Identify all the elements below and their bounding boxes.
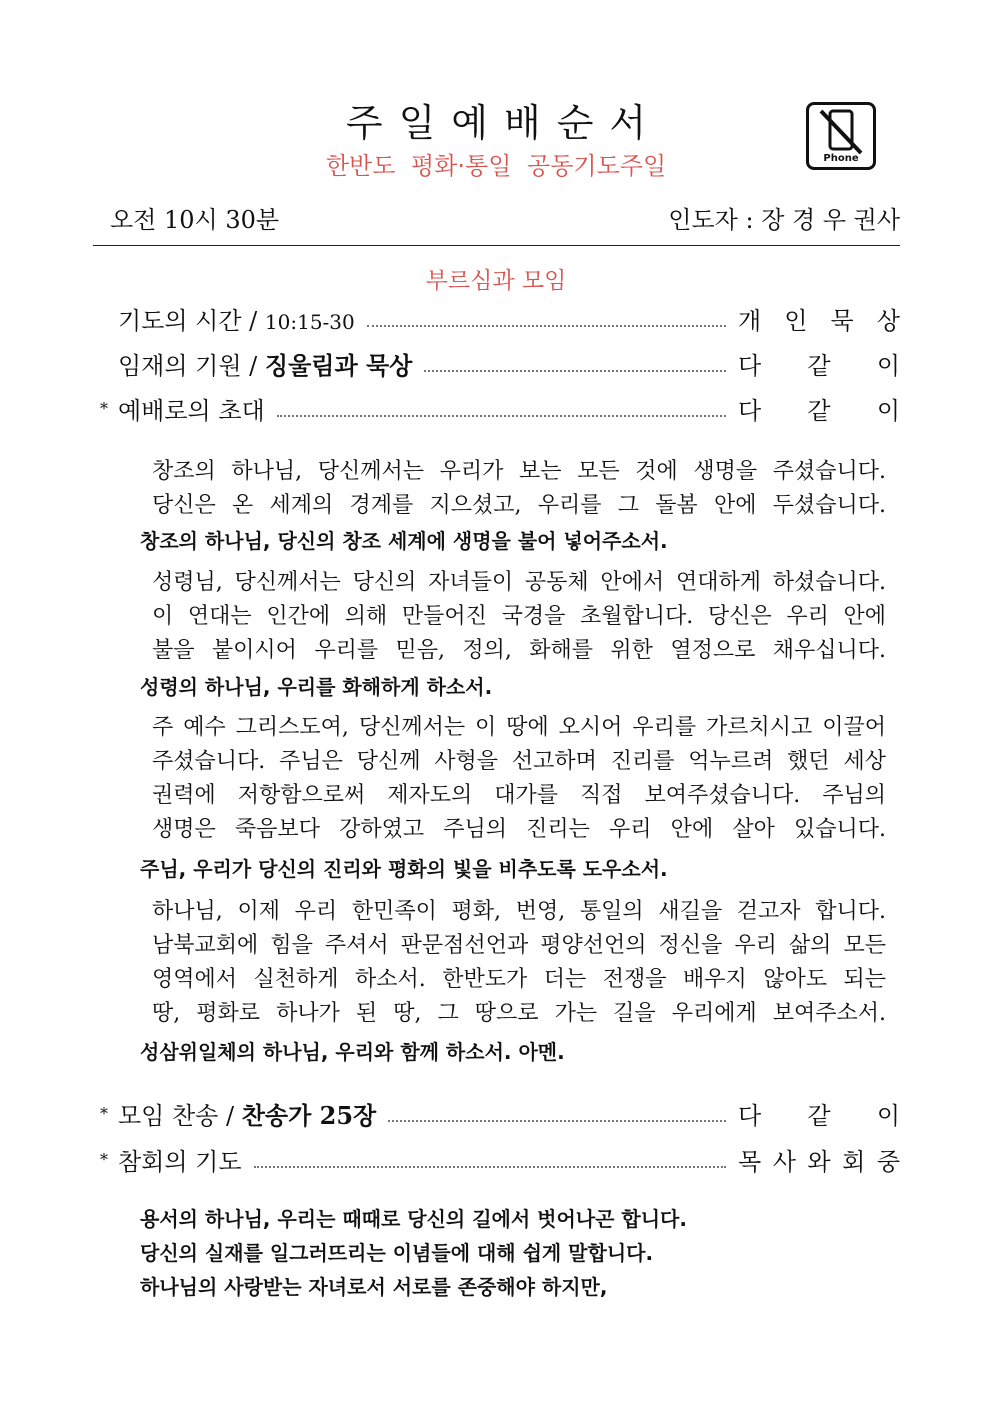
- standing-mark: *: [100, 398, 108, 418]
- response-text: 성삼위일체의 하나님, 우리와 함께 하소서. 아멘.: [140, 1040, 565, 1064]
- dotted-leader: [367, 309, 726, 327]
- phone-label: Phone: [823, 153, 859, 164]
- order-item-participant: 다 같 이: [738, 1101, 900, 1130]
- order-item-participant: 목 사 와 회 중: [738, 1147, 900, 1176]
- order-item: [92, 1096, 900, 1130]
- dotted-leader: [277, 399, 726, 417]
- confession-text: 용서의 하나님, 우리는 때때로 당신의 길에서 벗어나곤 합니다. 당신의 실재를 일그러뜨리는 이념들에 대해 쉽게 말합니다. 하나님의 사랑받는 자녀로서 서로를 존중해야 하지만,: [140, 1207, 687, 1299]
- order-item-participant: 다 같 이: [738, 351, 900, 380]
- leader-text: 성령님, 당신께서는 당신의 자녀들이 공동체 안에서 연대하게 하셨습니다. 이 연대는 인간에 의해 만들어진 국경을 초월합니다. 당신은 우리 안에 불을 붙이시어 우리를 믿음, 정의, 화해를 위한 열정으로 채우십니다.: [152, 570, 886, 663]
- order-item-label: 예배로의 초대: [118, 396, 265, 425]
- order-item: [92, 301, 900, 335]
- response-text: 창조의 하나님, 당신의 창조 세계에 생명을 불어 넣어주소서.: [140, 529, 668, 553]
- standing-mark: *: [100, 1103, 108, 1123]
- leader-text: 창조의 하나님, 당신께서는 우리가 보는 모든 것에 생명을 주셨습니다. 당신은 온 세계의 경계를 지으셨고, 우리를 그 돌봄 안에 두셨습니다.: [152, 459, 886, 518]
- leader-text: 주 예수 그리스도여, 당신께서는 이 땅에 오시어 우리를 가르치시고 이끌어 주셨습니다. 주님은 당신께 사형을 선고하며 진리를 억누르려 했던 세상 권력에 저항함으로써 제자도의 대가를 직접 보여주셨습니다. 주님의 생명은 죽음보다 강하였고 주님의 진리는 우리 안에 살아 있습니다.: [152, 715, 886, 842]
- order-item: [92, 1142, 900, 1176]
- order-item-label: 모임 찬송 / 찬송가 25장: [118, 1100, 377, 1130]
- dotted-leader: [388, 1104, 726, 1122]
- order-item: [92, 391, 900, 425]
- order-item: [92, 346, 900, 380]
- section-heading: 부르심과 모임: [425, 268, 567, 294]
- order-item-label: 임재의 기원 / 징울림과 묵상: [118, 350, 413, 380]
- header-divider: [93, 245, 900, 246]
- order-item-participant: 다 같 이: [738, 396, 900, 425]
- dotted-leader: [424, 354, 726, 372]
- response-text: 주님, 우리가 당신의 진리와 평화의 빛을 비추도록 도우소서.: [140, 857, 668, 881]
- standing-mark: *: [100, 1149, 108, 1169]
- service-time: 오전 10시 30분: [110, 206, 280, 234]
- page-title: 주일예배순서: [345, 101, 663, 145]
- leader-text: 하나님, 이제 우리 한민족이 평화, 번영, 통일의 새길을 걷고자 합니다. 남북교회에 힘을 주셔서 판문점선언과 평양선언의 정신을 우리 삶의 모든 영역에서 실천하게 하소서. 한반도가 더는 전쟁을 배우지 않아도 되는 땅, 평화로 하나가 된 땅, 그 땅으로 가는 길을 우리에게 보여주소서.: [152, 899, 886, 1026]
- order-item-participant: 개 인 묵 상: [738, 306, 900, 335]
- service-leader: 인도자 : 장 경 우 권사: [668, 206, 900, 234]
- order-item-label: 기도의 시간 / 10:15-30: [118, 306, 355, 335]
- page-subtitle: 한반도 평화·통일 공동기도주일: [325, 152, 667, 180]
- no-phone-icon: [806, 102, 876, 170]
- order-item-label: 참회의 기도: [118, 1147, 242, 1176]
- dotted-leader: [254, 1150, 726, 1168]
- response-text: 성령의 하나님, 우리를 화해하게 하소서.: [140, 675, 493, 699]
